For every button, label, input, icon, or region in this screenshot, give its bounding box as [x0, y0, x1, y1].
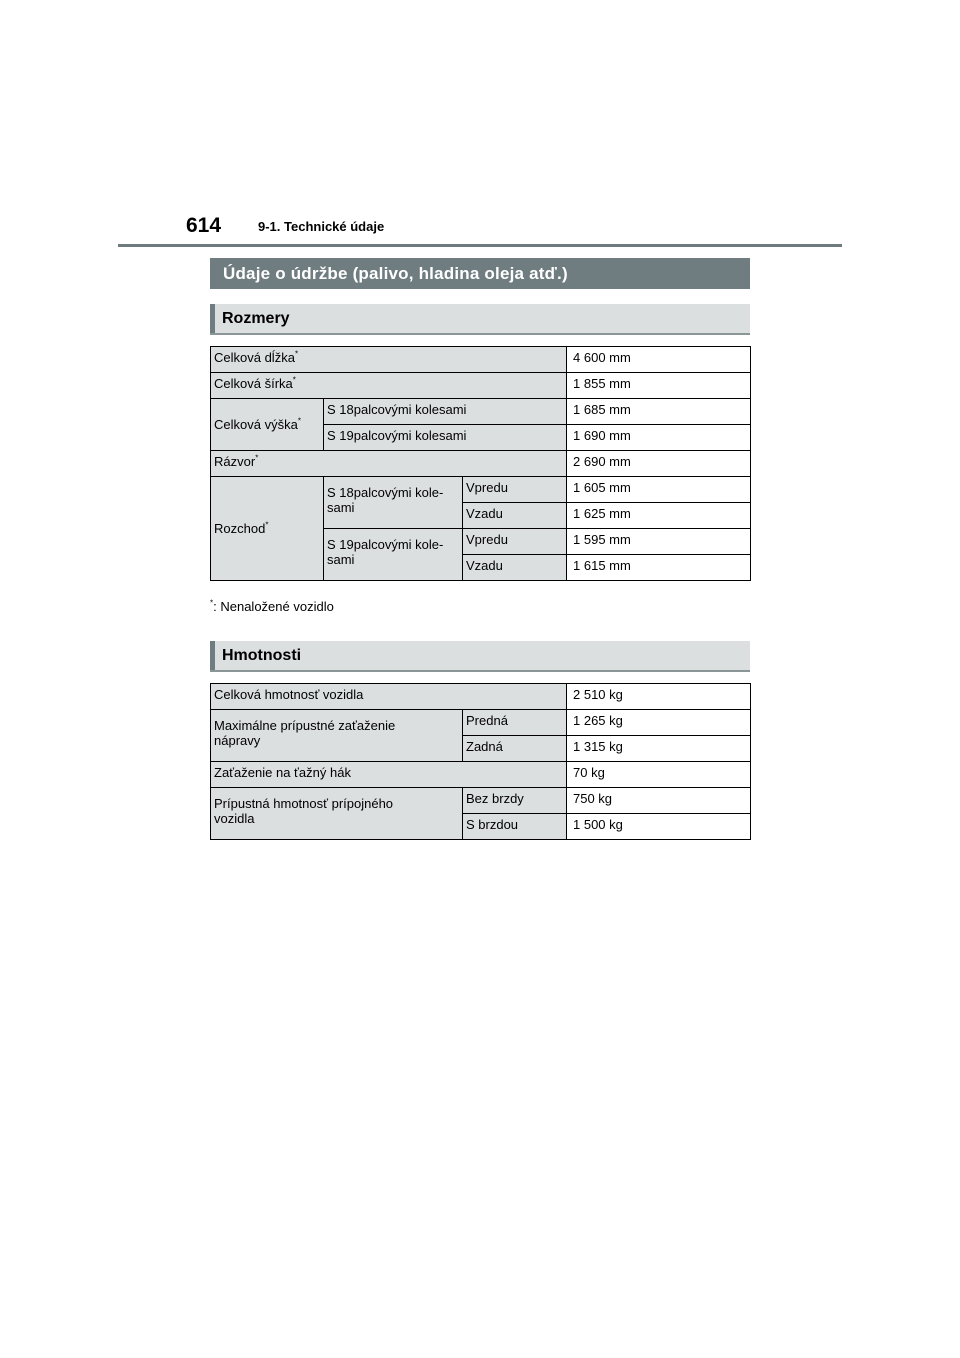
height-18-label: S 18palcovými kolesami [324, 399, 567, 425]
overall-width-label: Celková šírka* [211, 373, 567, 399]
axle-front-value: 1 265 kg [567, 710, 751, 736]
table-row [211, 788, 751, 814]
wheelbase-value: 2 690 mm [567, 451, 751, 477]
hitch-load-label: Zaťaženie na ťažný hák [211, 762, 567, 788]
footnote-text: : Nenaložené vozidlo [213, 599, 334, 614]
chapter-title: 9-1. Technické údaje [258, 219, 385, 234]
weights-table [210, 683, 751, 840]
track-19-label: S 19palcovými kole- sami [324, 529, 463, 581]
overall-height-label: Celková výška* [211, 399, 324, 451]
table-row [211, 684, 751, 710]
wheelbase-label: Rázvor* [211, 451, 567, 477]
track-label: Rozchod* [211, 477, 324, 581]
table-row [211, 399, 751, 425]
track-18-rear-value: 1 625 mm [567, 503, 751, 529]
table-row [211, 477, 751, 503]
weights-heading: Hmotnosti [210, 641, 750, 672]
trailer-unbraked-label: Bez brzdy [463, 788, 567, 814]
overall-length-value: 4 600 mm [567, 347, 751, 373]
track-19-rear-label: Vzadu [463, 555, 567, 581]
track-18-front-value: 1 605 mm [567, 477, 751, 503]
table-row [211, 762, 751, 788]
table-row [211, 373, 751, 399]
track-18-rear-label: Vzadu [463, 503, 567, 529]
axle-rear-label: Zadná [463, 736, 567, 762]
track-19-front-label: Vpredu [463, 529, 567, 555]
trailer-weight-label: Prípustná hmotnosť prípojného vozidla [211, 788, 463, 840]
trailer-braked-value: 1 500 kg [567, 814, 751, 840]
header-divider [118, 244, 842, 247]
hitch-load-value: 70 kg [567, 762, 751, 788]
table-row [211, 710, 751, 736]
page-number: 614 [186, 214, 222, 237]
footnote [210, 599, 334, 614]
dimensions-heading: Rozmery [210, 304, 750, 335]
height-19-value: 1 690 mm [567, 425, 751, 451]
axle-rear-value: 1 315 kg [567, 736, 751, 762]
gross-weight-label: Celková hmotnosť vozidla [211, 684, 567, 710]
height-19-label: S 19palcovými kolesami [324, 425, 567, 451]
dimensions-table [210, 346, 751, 581]
section-title: Údaje o údržbe (palivo, hladina oleja atď.) [210, 258, 750, 289]
table-row [211, 347, 751, 373]
overall-width-value: 1 855 mm [567, 373, 751, 399]
track-19-front-value: 1 595 mm [567, 529, 751, 555]
overall-length-label: Celková dĺžka* [211, 347, 567, 373]
trailer-braked-label: S brzdou [463, 814, 567, 840]
table-row [211, 451, 751, 477]
height-18-value: 1 685 mm [567, 399, 751, 425]
gross-weight-value: 2 510 kg [567, 684, 751, 710]
track-19-rear-value: 1 615 mm [567, 555, 751, 581]
trailer-unbraked-value: 750 kg [567, 788, 751, 814]
footnote-mark: * [210, 598, 214, 608]
axle-load-label: Maximálne prípustné zaťaženie nápravy [211, 710, 463, 762]
track-18-front-label: Vpredu [463, 477, 567, 503]
axle-front-label: Predná [463, 710, 567, 736]
track-18-label: S 18palcovými kole- sami [324, 477, 463, 529]
